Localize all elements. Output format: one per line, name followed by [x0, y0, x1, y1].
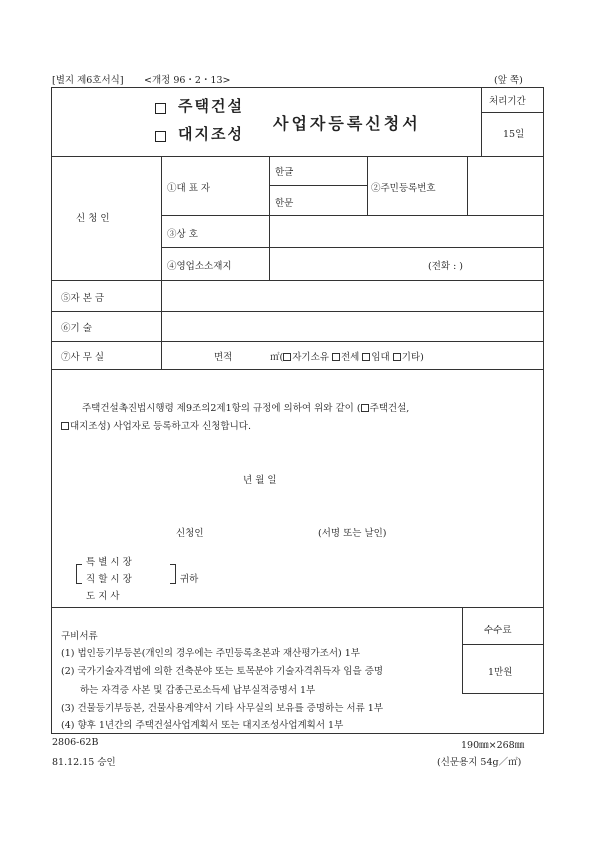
- office-ownership-options: [270, 349, 424, 363]
- technology-field[interactable]: [162, 312, 543, 340]
- application-date: 년 월 일: [243, 475, 277, 486]
- close-paren: ): [420, 352, 424, 363]
- addressee-special-city: 특 별 시 장: [86, 557, 132, 568]
- statement-option-land: 대지조성) 사업자로 등록하고자 신청합니다.: [70, 421, 251, 432]
- paper-size: 190㎜×268㎜: [461, 740, 525, 751]
- hanja-name-label: 한문: [275, 198, 294, 209]
- form-code: 2806-62B: [52, 737, 99, 748]
- hangul-name-label: 한글: [275, 167, 294, 178]
- processing-period-value: 15일: [503, 129, 525, 140]
- checkbox-jeonse[interactable]: [332, 353, 340, 361]
- resident-number-field[interactable]: [468, 157, 543, 214]
- divider: [481, 112, 544, 113]
- fee-value: 1만원: [488, 667, 513, 678]
- office-address-field[interactable]: [270, 248, 420, 279]
- technology-label: ⑥기 술: [61, 323, 92, 334]
- addressee-suffix: 귀하: [180, 574, 199, 585]
- office-label: ⑦사 무 실: [61, 352, 105, 363]
- addressee-bracket-right: [170, 564, 176, 584]
- capital-label: ⑤자 본 금: [61, 293, 105, 304]
- statement-line-1: [82, 400, 409, 414]
- paper-type: (신문용지 54g／㎡): [437, 757, 522, 768]
- divider: [481, 87, 482, 156]
- checkbox-land-development[interactable]: [155, 127, 166, 146]
- trade-name-label: ③상 호: [167, 229, 198, 240]
- divider: [51, 341, 544, 342]
- document-item: (2) 국가기술자격법에 의한 건축분야 또는 토목분야 기술자격취득자 임을 증명: [61, 666, 384, 677]
- resident-number-label: ②주민등록번호: [371, 183, 436, 194]
- divider: [462, 607, 463, 693]
- hanja-name-field[interactable]: [269, 186, 367, 215]
- area-label: 면적: [214, 352, 233, 363]
- other-label: 기타: [401, 352, 421, 363]
- signature-label: (서명 또는 날인): [318, 528, 387, 539]
- hangul-name-field[interactable]: [300, 157, 367, 184]
- applicant-sign-label: 신청인: [176, 528, 204, 539]
- statement-line-2: [61, 418, 251, 432]
- checkbox-other[interactable]: [393, 353, 401, 361]
- document-item-continued: 하는 자격증 사본 및 갑종근로소득세 납부실적증명서 1부: [80, 685, 316, 696]
- statement-text: 주택건설촉진법시행령 제9조의2제1항의 규정에 의하여 위와 같이 (: [82, 403, 361, 414]
- checkbox-own[interactable]: [283, 353, 291, 361]
- addressee-bracket-left: [76, 564, 82, 584]
- jeonse-label: 전세: [340, 352, 360, 363]
- divider: [367, 156, 368, 215]
- capital-field[interactable]: [162, 281, 543, 310]
- phone-label: (전화 : ): [428, 261, 464, 272]
- addressee-provincial-governor: 도 지 사: [86, 591, 120, 602]
- option-land-development: 대지조성: [178, 125, 244, 143]
- divider: [462, 693, 544, 694]
- form-reference: [별지 제6호서식]: [52, 75, 124, 86]
- document-item: (4) 향후 1년간의 주택건설사업계획서 또는 대지조성사업계획서 1부: [61, 720, 344, 731]
- fee-label: 수수료: [484, 625, 512, 636]
- applicant-section-label: 신 청 인: [76, 213, 110, 224]
- document-item: (3) 건물등기부등본, 건물사용계약서 기타 사무실의 보유를 증명하는 서류 1부: [61, 703, 383, 714]
- office-address-label: ④영업소소재지: [167, 261, 232, 272]
- option-housing-construction: 주택건설: [178, 97, 244, 115]
- document-item: (1) 법인등기부등본(개인의 경우에는 주민등록초본과 재산평가조서) 1부: [61, 648, 360, 659]
- area-unit: ㎡(: [270, 352, 284, 363]
- addressee-direct-city: 직 할 시 장: [86, 574, 132, 585]
- own-label: 자기소유: [292, 352, 329, 363]
- statement-option-housing: 주택건설,: [369, 403, 410, 414]
- lease-label: 임대: [371, 352, 390, 363]
- approval-date: 81.12.15 승인: [52, 757, 116, 768]
- form-title: 사업자등록신청서: [273, 114, 421, 133]
- checkbox-lease[interactable]: [362, 353, 370, 361]
- applicant-signature-field[interactable]: [215, 520, 315, 538]
- processing-period-label: 처리기간: [489, 96, 526, 107]
- divider: [462, 644, 544, 645]
- page-side-label: (앞 쪽): [494, 75, 523, 86]
- checkbox-statement-housing[interactable]: [361, 404, 369, 412]
- representative-label: ①대 표 자: [167, 183, 211, 194]
- trade-name-field[interactable]: [270, 216, 543, 246]
- divider: [51, 607, 544, 608]
- documents-heading: 구비서류: [61, 631, 98, 642]
- checkbox-statement-land[interactable]: [61, 422, 69, 430]
- revision-note: <개정 96・2・13>: [144, 75, 231, 86]
- divider: [51, 369, 544, 370]
- checkbox-housing-construction[interactable]: [155, 99, 166, 118]
